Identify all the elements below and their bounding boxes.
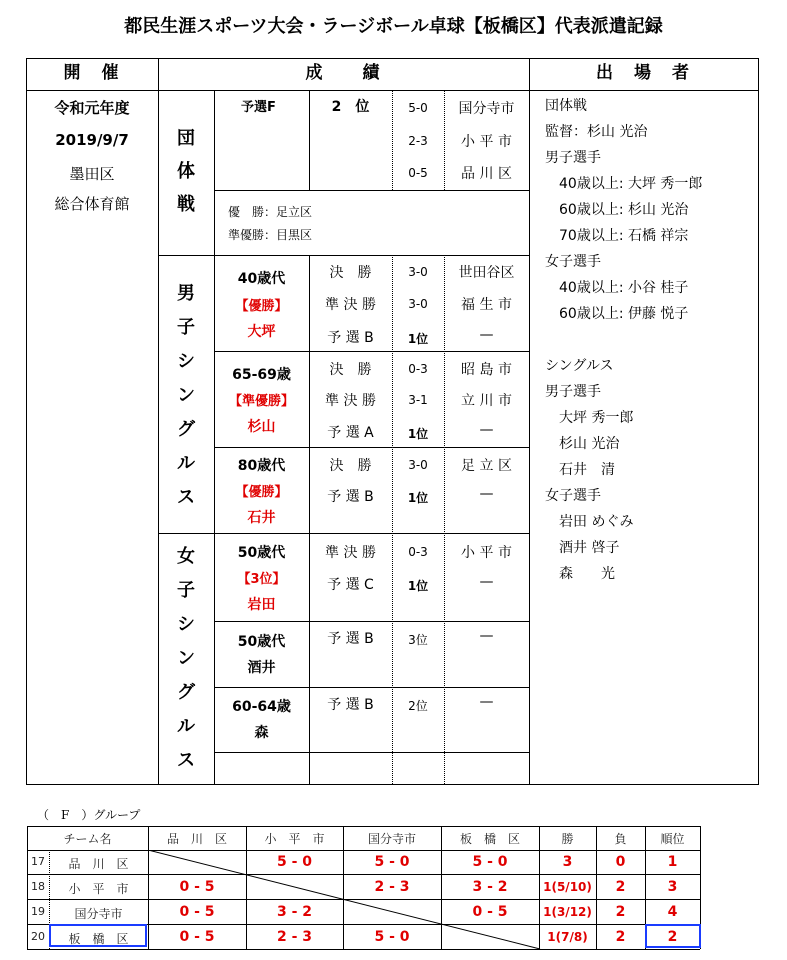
entry-result: 【優勝】 <box>235 485 288 500</box>
player-line: 杉山 光治 <box>545 436 620 452</box>
row-number: 20 <box>31 930 45 943</box>
entry-age: 60-64歳 <box>232 699 291 715</box>
entry-round: 決 勝 <box>329 362 372 378</box>
group-caption: （ F ）グループ <box>37 808 141 822</box>
team-score: 2-3 <box>408 134 428 148</box>
team-opponent: 品 川 区 <box>461 166 512 182</box>
row-wins: 1(7/8) <box>547 930 588 944</box>
team-opponent: 小 平 市 <box>461 134 512 150</box>
group-header: 負 <box>614 832 627 846</box>
entry-round: 準 決 勝 <box>325 297 376 313</box>
team-label: 団 体 戦 <box>177 128 195 215</box>
team-opponent: 国分寺市 <box>458 101 515 117</box>
entry-score: 0-3 <box>408 362 428 376</box>
entry-score: 3-0 <box>408 265 428 279</box>
event-venue: 総合体育館 <box>54 195 130 213</box>
row-score: 5 - 0 <box>472 854 508 870</box>
player-line: 石井 清 <box>545 462 615 478</box>
player-line: 酒井 啓子 <box>545 540 620 556</box>
team-score: 0-5 <box>408 166 428 180</box>
entry-result: 【3位】 <box>237 572 286 587</box>
entry-round: 予 選 B <box>327 330 374 346</box>
player-line: 60歳以上: 伊藤 悦子 <box>545 306 689 322</box>
header-results: 成 績 <box>305 63 382 83</box>
entry-age: 80歳代 <box>237 458 286 474</box>
player-line: 監督：杉山 光治 <box>545 124 648 140</box>
row-score: 0 - 5 <box>179 904 215 920</box>
team-score: 5-0 <box>408 101 428 115</box>
player-line: 岩田 めぐみ <box>545 514 634 530</box>
entry-opponent: 福 生 市 <box>461 297 512 313</box>
entry-name: 大坪 <box>247 324 276 340</box>
rank-highlight <box>645 924 701 948</box>
entry-round: 予 選 B <box>327 631 374 647</box>
entry-age: 50歳代 <box>237 634 286 650</box>
entry-opponent: — <box>479 422 494 438</box>
row-wins: 1(5/10) <box>543 880 592 894</box>
row-losses: 2 <box>615 929 626 945</box>
entry-age: 40歳代 <box>237 271 286 287</box>
entry-name: 酒井 <box>247 660 276 676</box>
player-line: 団体戦 <box>545 98 587 114</box>
player-line: 男子選手 <box>545 150 601 166</box>
row-wins: 1(3/12) <box>543 905 592 919</box>
entry-score: 3-1 <box>408 393 428 407</box>
row-team: 国分寺市 <box>74 907 123 921</box>
entry-name: 岩田 <box>247 597 276 613</box>
row-score: 0 - 5 <box>179 879 215 895</box>
group-header: 小 平 市 <box>264 832 325 846</box>
entry-round: 決 勝 <box>329 265 372 281</box>
event-date: 2019/9/7 <box>55 131 129 149</box>
row-score: 5 - 0 <box>276 854 313 870</box>
group-header: 勝 <box>561 832 574 846</box>
player-line: 40歳以上: 大坪 秀一郎 <box>545 176 703 192</box>
entry-score: 1位 <box>407 332 429 346</box>
entry-name: 森 <box>254 725 269 741</box>
row-losses: 2 <box>615 879 626 895</box>
group-header: 品 川 区 <box>166 832 227 846</box>
row-rank: 4 <box>667 904 678 920</box>
entry-round: 予 選 B <box>327 489 374 505</box>
team-runner-up: 準優勝：目黒区 <box>228 228 313 242</box>
entry-score: 3位 <box>408 633 428 647</box>
player-line: 40歳以上: 小谷 桂子 <box>545 280 689 296</box>
player-line: 大坪 秀一郎 <box>545 410 634 426</box>
entry-opponent: 立 川 市 <box>461 393 512 409</box>
team-highlight <box>49 924 147 947</box>
event-year: 令和元年度 <box>54 99 130 117</box>
entry-opponent: — <box>479 486 494 502</box>
entry-round: 決 勝 <box>329 458 372 474</box>
entry-opponent: 世田谷区 <box>458 265 515 281</box>
row-wins: 3 <box>562 854 573 870</box>
row-team: 板 橋 区 <box>68 932 129 946</box>
row-score: 3 - 2 <box>472 879 508 895</box>
row-score: 2 - 3 <box>374 879 410 895</box>
entry-round: 準 決 勝 <box>325 545 376 561</box>
entry-score: 1位 <box>407 427 429 441</box>
header-players: 出 場 者 <box>596 63 691 83</box>
row-losses: 0 <box>615 854 626 870</box>
entry-opponent: — <box>479 628 494 644</box>
mens-singles-label: 男 子 シ ン グ ル ス <box>177 283 195 508</box>
entry-opponent: 昭 島 市 <box>461 362 512 378</box>
entry-opponent: 足 立 区 <box>461 458 512 474</box>
entry-score: 3-0 <box>408 458 428 472</box>
womens-singles-label: 女 子 シ ン グ ル ス <box>177 546 195 771</box>
entry-result: 【優勝】 <box>235 299 288 314</box>
entry-score: 1位 <box>407 579 429 593</box>
row-team: 品 川 区 <box>68 857 129 871</box>
entry-round: 予 選 C <box>327 577 374 593</box>
row-rank: 3 <box>667 879 678 895</box>
row-rank: 2 <box>667 929 678 945</box>
player-line: 女子選手 <box>545 488 601 504</box>
row-score: 0 - 5 <box>472 904 508 920</box>
row-number: 19 <box>31 905 45 918</box>
entry-opponent: — <box>479 694 494 710</box>
header-event: 開 催 <box>63 63 121 83</box>
group-header: チーム名 <box>63 832 112 846</box>
team-rank: 2 位 <box>331 99 370 115</box>
team-winner: 優 勝：足立区 <box>228 205 313 219</box>
row-rank: 1 <box>667 854 678 870</box>
row-score: 0 - 5 <box>179 929 215 945</box>
player-line: 70歳以上: 石橋 祥宗 <box>545 228 689 244</box>
entry-opponent: 小 平 市 <box>461 545 512 561</box>
row-team: 小 平 市 <box>68 882 129 896</box>
row-score: 2 - 3 <box>276 929 313 945</box>
entry-name: 杉山 <box>247 419 276 435</box>
row-score: 3 - 2 <box>276 904 313 920</box>
entry-score: 0-3 <box>408 545 428 559</box>
group-header: 国分寺市 <box>367 832 416 846</box>
entry-round: 準 決 勝 <box>325 393 376 409</box>
team-stage: 予選F <box>241 100 276 115</box>
player-line: シングルス <box>545 358 614 374</box>
player-line: 女子選手 <box>545 254 601 270</box>
entry-score: 3-0 <box>408 297 428 311</box>
player-line: 森 光 <box>545 566 615 582</box>
entry-score: 1位 <box>407 491 429 505</box>
entry-name: 石井 <box>247 510 276 526</box>
event-place: 墨田区 <box>69 165 115 183</box>
entry-opponent: — <box>479 327 494 343</box>
page-title: 都民生涯スポーツ大会・ラージボール卓球【板橋区】代表派遣記録 <box>124 16 663 37</box>
entry-opponent: — <box>479 574 494 590</box>
row-number: 17 <box>31 855 45 868</box>
entry-age: 65-69歳 <box>232 367 291 383</box>
row-losses: 2 <box>615 904 626 920</box>
entry-result: 【準優勝】 <box>228 394 294 409</box>
row-number: 18 <box>31 880 45 893</box>
entry-age: 50歳代 <box>237 545 286 561</box>
entry-round: 予 選 A <box>327 425 374 441</box>
entry-score: 2位 <box>408 699 428 713</box>
group-header: 板 橋 区 <box>459 832 520 846</box>
row-score: 5 - 0 <box>374 929 410 945</box>
group-header: 順位 <box>660 832 685 846</box>
player-line: 60歳以上: 杉山 光治 <box>545 202 689 218</box>
row-score: 5 - 0 <box>374 854 410 870</box>
player-line: 男子選手 <box>545 384 601 400</box>
entry-round: 予 選 B <box>327 697 374 713</box>
